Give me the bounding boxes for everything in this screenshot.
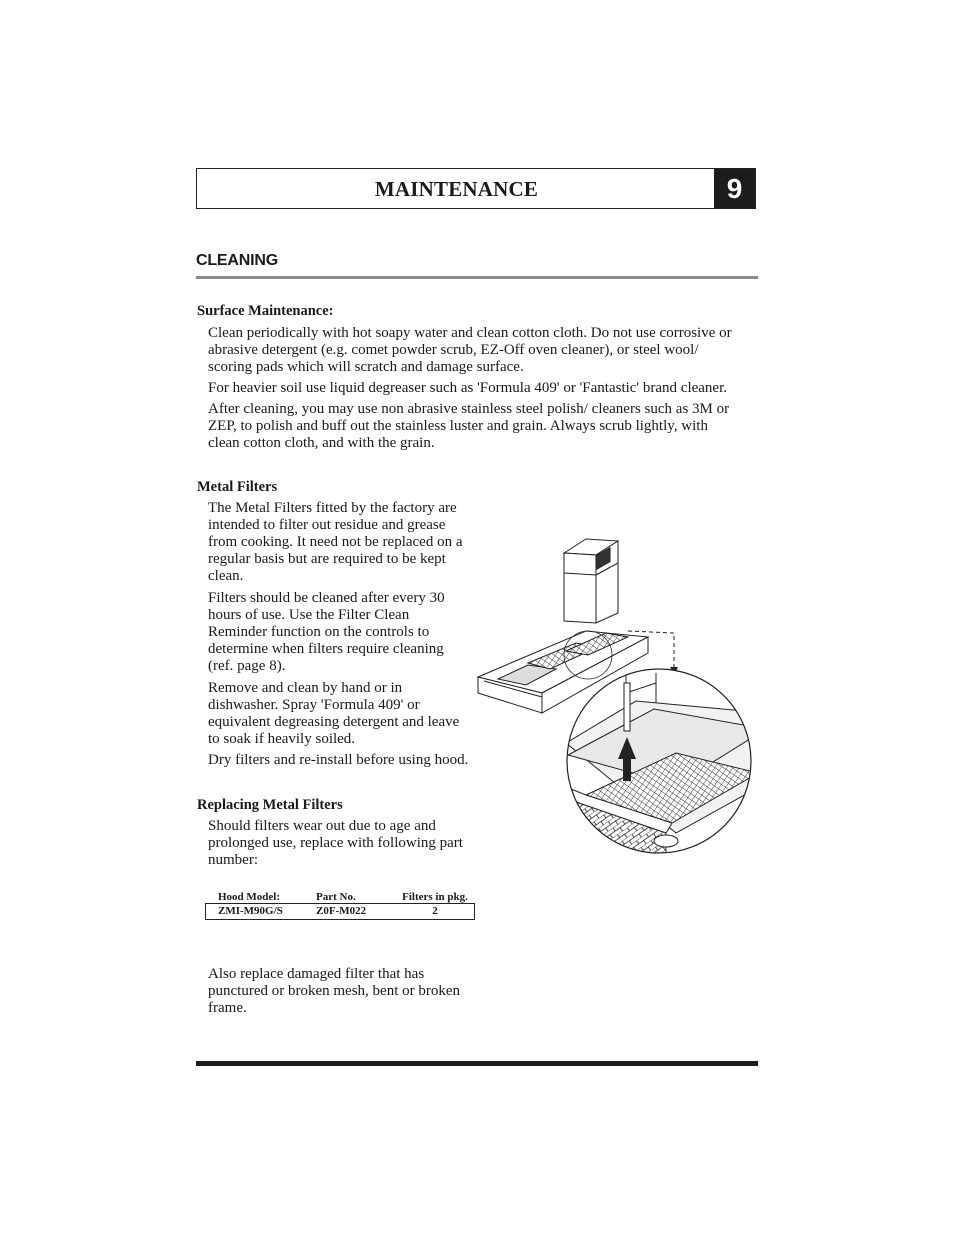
- text-line: regular basis but are required to be kept: [208, 551, 446, 567]
- text-line: number:: [208, 852, 258, 868]
- text-line: frame.: [208, 1000, 247, 1016]
- section-header: [196, 168, 756, 209]
- text-line: abrasive detergent (e.g. comet powder scrub, EZ-Off oven cleaner), or steel wool/: [208, 342, 699, 358]
- column-header-filters-in-pkg: Filters in pkg.: [402, 891, 468, 903]
- text-line: Also replace damaged filter that has: [208, 966, 425, 982]
- text-line: clean cotton cloth, and with the grain.: [208, 435, 435, 451]
- text-line: hours of use. Use the Filter Clean: [208, 607, 410, 623]
- range-hood-filter-removal-illustration: [476, 533, 754, 867]
- metal-filters-paragraph-4: [208, 752, 468, 769]
- cell-filters-in-pkg: 2: [432, 905, 438, 917]
- text-line: Filters should be cleaned after every 30: [208, 590, 445, 606]
- text-line: punctured or broken mesh, bent or broken: [208, 983, 461, 999]
- surface-paragraph-2: [208, 380, 727, 397]
- surface-paragraph-3: [208, 401, 729, 452]
- text-line: For heavier soil use liquid degreaser such as 'Formula 409' or 'Fantastic' brand cleaner.: [208, 380, 728, 396]
- text-line: Reminder function on the controls to: [208, 624, 430, 640]
- text-line: dishwasher. Spray 'Formula 409' or: [208, 697, 420, 713]
- column-header-part-no: Part No.: [316, 891, 356, 903]
- surface-paragraph-1: [208, 325, 732, 376]
- part-number-table: [206, 891, 474, 919]
- text-line: After cleaning, you may use non abrasive stainless steel polish/ cleaners such as 3M or: [208, 401, 730, 417]
- replacing-paragraph-1: [208, 818, 463, 869]
- page-title: MAINTENANCE: [374, 177, 539, 201]
- text-line: scoring pads which will scratch and damage surface.: [208, 359, 524, 375]
- text-line: equivalent degreasing detergent and leave: [208, 714, 460, 730]
- metal-filters-heading: Metal Filters: [197, 479, 278, 495]
- metal-filters-paragraph-2: [208, 590, 445, 675]
- surface-maintenance-heading: Surface Maintenance:: [197, 303, 334, 319]
- text-line: The Metal Filters fitted by the factory are: [208, 500, 457, 516]
- hood-chimney: [564, 539, 618, 623]
- section-number-badge: 9: [714, 169, 755, 208]
- text-line: Should filters wear out due to age and: [208, 818, 436, 834]
- text-line: clean.: [208, 568, 244, 584]
- column-header-hood-model: Hood Model:: [218, 891, 281, 903]
- cell-part-no: Z0F-M022: [316, 905, 367, 917]
- text-line: (ref. page 8).: [208, 658, 286, 674]
- text-line: Dry filters and re-install before using hood.: [208, 752, 469, 768]
- text-line: from cooking. It need not be replaced on a: [208, 534, 463, 550]
- replacing-paragraph-2: [208, 966, 460, 1017]
- text-line: to soak if heavily soiled.: [208, 731, 356, 747]
- filter-detail-view: [556, 663, 754, 867]
- table-header-row: [206, 891, 474, 904]
- text-line: Remove and clean by hand or in: [208, 680, 403, 696]
- text-line: intended to filter out residue and grease: [208, 517, 446, 533]
- replacing-filters-heading: Replacing Metal Filters: [197, 797, 343, 813]
- cell-hood-model: ZMI-M90G/S: [218, 905, 283, 917]
- text-line: prolonged use, replace with following part: [208, 835, 463, 851]
- text-line: ZEP, to polish and buff out the stainless luster and grain. Always scrub lightly, with: [208, 418, 708, 434]
- cleaning-heading: CLEANING: [196, 252, 278, 269]
- footer-divider: [196, 1061, 758, 1066]
- metal-filters-paragraph-3: [208, 680, 459, 748]
- text-line: Clean periodically with hot soapy water and clean cotton cloth. Do not use corrosive or: [208, 325, 732, 341]
- section-divider: [196, 276, 758, 279]
- metal-filters-paragraph-1: [208, 500, 463, 585]
- text-line: determine when filters require cleaning: [208, 641, 444, 657]
- table-row: [206, 904, 474, 919]
